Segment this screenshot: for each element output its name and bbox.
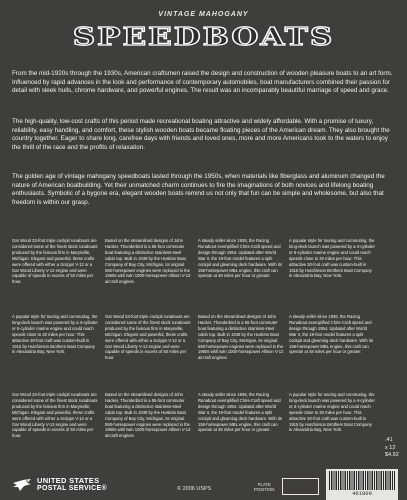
stamp-description: A steady seller since 1936, the Racing Runabout exemplified Chris-Craft speed and design through 1954. Updated after World War II, the 19-foot model features a split cockpit and gleaming deck hardware. With its 158-horsepower MBL engine, this craft can operate at 48 miles per hour or greater. [198,392,283,433]
stamp-description: Based on the streamlined designs of John Hacker, Thunderbird is a 55-foot commuter boat featuring a distinctive stainless-steel cabin top. Built in 1939 by the Huskins Boat Company of Bay City, Michigan, its original 550-horsepower engines were replaced in the 1960s with twin 1000-horsepower Allison V-12 aircraft engines. [198,314,284,361]
barcode-number: 461800 [352,490,372,497]
stamp-description: A popular style for touring and commuting, the long-deck launch was powered by a 4-cylinder or 6-cylinder marine engine and could reach speeds close to 30 miles per hour. This attractive 30-foot craft was custom-built in 1915 by Hutchinson Brothers Boat Company in Alexandria Bay, New York. [289,238,375,279]
stamp-description: Gar Wood 33-foot triple cockpit runabouts are considered some of the finest stock runabouts produced by the famous firm in Marysville, Michigan. Elegant and powerful, these crafts were offered with either a Scripps V-12 or a Gar Wood Liberty V-12 engine and were capable of speeds in excess of 50 miles per hour. [105,314,191,361]
usps-name-line1: UNITED STATES [37,476,100,485]
plate-label-line1: PLATE [257,482,271,487]
stamp-description: A steady seller since 1936, the Racing Runabout exemplified Chris-Craft speed and design through 1954. Updated after World War II, the 19-foot model features a split cockpit and gleaming deck hardware. With its 158-horsepower MBL engine, this craft can operate at 48 miles per hour or greater. [289,314,374,355]
stamp-description: A steady seller since 1936, the Racing Runabout exemplified Chris-Craft speed and design through 1954. Updated after World War II, the 19-foot model features a split cockpit and gleaming deck hardware. With its 158-horsepower MBL engine, this craft can operate at 48 miles per hour or greater. [198,238,283,279]
price-block [385,437,399,460]
registered-mark: ® [101,485,107,492]
barcode-icon [329,471,395,490]
unit-price: .41 [385,437,393,443]
eagle-icon [12,478,32,492]
usps-logo [12,477,107,493]
stamp-description-grid [12,238,374,470]
stamp-description: Gar Wood 33-foot triple cockpit runabouts are considered some of the finest stock runabouts produced by the famous firm in Marysville, Michigan. Elegant and powerful, these crafts were offered with either a Scripps V-12 or a Gar Wood Liberty V-12 engine and were capable of speeds in excess of 50 miles per hour. [12,392,98,439]
copyright: © 2006 USPS [177,486,212,492]
plate-position-box [282,478,319,495]
header-kicker: VINTAGE MAHOGANY [158,11,249,18]
intro-paragraph-2: The high-quality, low-cost crafts of this period made recreational boating attractive and widely affordable. With a promise of luxury, reliability, easy handling, and comfort, these stylish wooden boats became floating pieces of the American dream. They also brought the country together. Eager to share long, carefree days with friends and loved ones, more and more Americans took to the waters to enjoy the thrill of the race and the profits of relaxation. [12,118,390,151]
stamp-description: Gar Wood 33-foot triple cockpit runabouts are considered some of the finest stock runabouts produced by the famous firm in Marysville, Michigan. Elegant and powerful, these crafts were offered with either a Scripps V-12 or a Gar Wood Liberty V-12 engine and were capable of speeds in excess of 50 miles per hour. [12,238,98,285]
stamp-description: A popular style for touring and commuting, the long-deck launch was powered by a 4-cylinder or 6-cylinder marine engine and could reach speeds close to 30 miles per hour. This attractive 30-foot craft was custom-built in 1915 by Hutchinson Brothers Boat Company in Alexandria Bay, New York. [12,314,98,355]
stamp-description: Based on the streamlined designs of John Hacker, Thunderbird is a 55-foot commuter boat featuring a distinctive stainless-steel cabin top. Built in 1939 by the Huskins Boat Company of Bay City, Michigan, its original 550-horsepower engines were replaced in the 1960s with twin 1000-horsepower Allison V-12 aircraft engines. [105,392,191,439]
plate-position-label [254,482,275,492]
usps-name-line2: POSTAL SERVICE [37,485,102,492]
stamp-description: A popular style for touring and commuting, the long-deck launch was powered by a 4-cylinder or 6-cylinder marine engine and could reach speeds close to 30 miles per hour. This attractive 30-foot craft was custom-built in 1915 by Hutchinson Brothers Boat Company in Alexandria Bay, New York. [289,392,375,433]
intro-paragraph-1: From the mid-1920s through the 1930s, American craftsmen raised the design and construction of wooden pleasure boats to an art form. Influenced by rapid advances in the look and performance of contemporary automobiles, boat manufacturers combined their passion for detail with sleek hulls, chrome hardware, and powerful engines. The result was an incomparably beautiful marriage of speed and grace. [12,70,393,95]
plate-label-line2: POSITION [254,487,275,492]
total-price: $4.92 [385,452,399,458]
stamp-count: x 12 [385,444,396,451]
stamp-description: Based on the streamlined designs of John Hacker, Thunderbird is a 55-foot commuter boat featuring a distinctive stainless-steel cabin top. Built in 1939 by the Huskins Boat Company of Bay City, Michigan, its original 550-horsepower engines were replaced in the 1960s with twin 1000-horsepower Allison V-12 aircraft engines. [105,238,191,285]
page-title: SPEEDBOATS [72,22,335,52]
intro-paragraph-3: The golden age of vintage mahogany speedboats lasted through the 1950s, when materials like fiberglass and aluminum changed the nature of American boatbuilding. Yet their unmatched charm continues to fire the imaginations of both novices and lifelong boating enthusiasts. Symbolic of a bygone era, elegant wooden boats remind us not only that fun can be simple and wholesome, but also that freedom is within our grasp. [12,173,385,206]
